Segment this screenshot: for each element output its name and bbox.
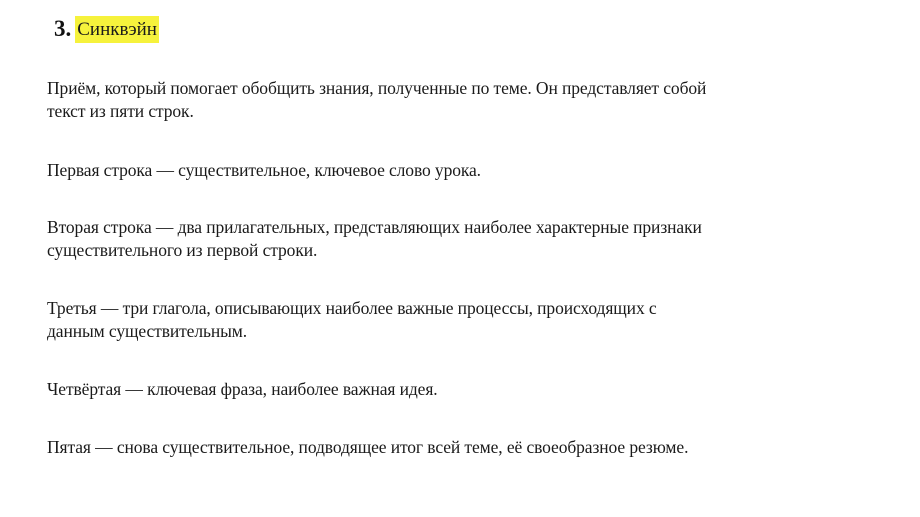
paragraph-line: Приём, который помогает обобщить знания, полученные по теме. Он представляет собой bbox=[47, 78, 707, 98]
paragraph-intro bbox=[47, 77, 895, 123]
paragraph-line: Пятая — снова существительное, подводящее итог всей теме, её своеобразное резюме. bbox=[47, 437, 689, 457]
paragraph-first-line-rule bbox=[47, 159, 895, 182]
section-number: 3. bbox=[54, 16, 72, 41]
paragraph-fourth-line-rule bbox=[47, 378, 895, 401]
paragraph-line: текст из пяти строк. bbox=[47, 101, 194, 121]
paragraph-line: Первая строка — существительное, ключевое слово урока. bbox=[47, 160, 481, 180]
paragraph-second-line-rule bbox=[47, 216, 895, 262]
paragraph-fifth-line-rule bbox=[47, 436, 895, 459]
section-heading bbox=[54, 12, 159, 46]
paragraph-line: существительного из первой строки. bbox=[47, 240, 318, 260]
paragraph-line: данным существительным. bbox=[47, 321, 248, 341]
paragraph-line: Вторая строка — два прилагательных, представляющих наиболее характерные признаки bbox=[47, 217, 702, 237]
section-title-highlighted: Синквэйн bbox=[75, 16, 159, 43]
paragraph-third-line-rule bbox=[47, 297, 895, 343]
paragraph-line: Третья — три глагола, описывающих наиболее важные процессы, происходящих с bbox=[47, 298, 657, 318]
paragraph-line: Четвёртая — ключевая фраза, наиболее важная идея. bbox=[47, 379, 438, 399]
